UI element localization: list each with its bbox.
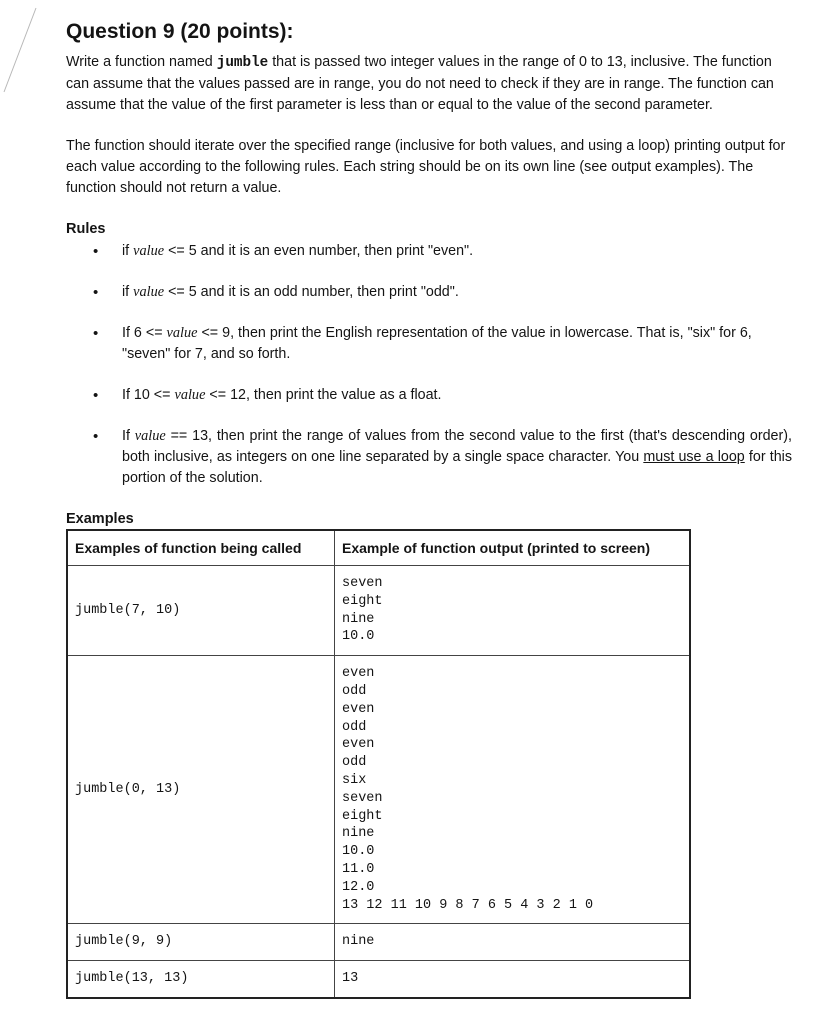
value-variable: value [133,243,165,259]
iteration-paragraph: The function should iterate over the specified range (inclusive for both values, and using a loop) printing output for each value according to the following rules. Each string should be on its own line (see output examples). The function should not return a value. [66,138,786,196]
value-variable: value [134,428,166,444]
intro-text-end: that is passed two integer values in the range of 0 to 13, inclusive. The function can assume that the values passed are in range, you do not need to check if they are in range. The function can assume that the value of the first parameter is less than or equal to the value of the second parameter. [66,54,774,113]
rule-words: • If 6 <= value <= 9, then print the English representation of the value in lowercase. That is, "six" for 6, "seven" for 7, and so forth. [66,323,792,365]
function-call-cell: jumble(7, 10) [67,566,335,656]
function-output-cell [335,566,691,656]
intro-text-start: Write a function named [66,54,217,70]
column-header-call: Examples of function being called [67,530,335,566]
table-row [67,566,690,656]
value-variable: value [133,284,165,300]
function-name: jumble [216,55,269,71]
value-variable: value [174,387,206,403]
question-page [66,18,792,999]
function-output-cell [335,961,691,998]
examples-table-body [67,566,690,998]
output-line: 11.0 [342,861,375,877]
loop-requirement-emphasis: must use a loop [643,449,745,465]
function-call-cell: jumble(9, 9) [67,924,335,961]
examples-heading: Examples [66,511,134,527]
output-line: odd [342,719,367,735]
output-line: even [342,701,375,717]
output-line: eight [342,593,383,609]
column-header-output: Example of function output (printed to screen) [335,530,691,566]
rule-even: • if value <= 5 and it is an even number, then print "even". [66,241,792,262]
output-line: nine [342,611,375,627]
output-line: 13 [342,971,359,987]
intro-paragraph [66,52,792,116]
examples-table [66,529,691,999]
rule-thirteen: • If value == 13, then print the range of values from the second value to the first (that's descending order), both inclusive, as integers on one line separated by a single space character. You must use a loop for this portion of the solution. [66,426,792,489]
output-line: nine [342,826,375,842]
value-variable: value [166,325,198,341]
table-row [67,924,690,961]
function-call-cell: jumble(0, 13) [67,656,335,924]
output-line: nine [342,934,375,950]
output-line: seven [342,576,383,591]
function-output-cell [335,924,691,961]
output-line: eight [342,808,383,824]
table-header-row [67,530,690,566]
output-line: even [342,666,375,682]
output-line: odd [342,755,367,771]
rule-odd: • if value <= 5 and it is an odd number, then print "odd". [66,282,792,303]
table-row [67,656,690,924]
output-line: seven [342,790,383,806]
output-line: 13 12 11 10 9 8 7 6 5 4 3 2 1 0 [342,897,594,913]
output-line: even [342,737,375,753]
rule-float: • If 10 <= value <= 12, then print the value as a float. [66,385,792,406]
function-call-cell: jumble(13, 13) [67,961,335,998]
output-line: 10.0 [342,844,375,860]
scan-margin-mark [0,0,40,100]
output-line: six [342,772,367,788]
rules-list [66,241,792,489]
table-row [67,961,690,998]
output-line: 10.0 [342,629,375,645]
output-line: odd [342,683,367,699]
rules-heading: Rules [66,221,106,237]
function-output-cell [335,656,691,924]
output-line: 12.0 [342,879,375,895]
question-title: Question 9 (20 points): [66,20,294,43]
